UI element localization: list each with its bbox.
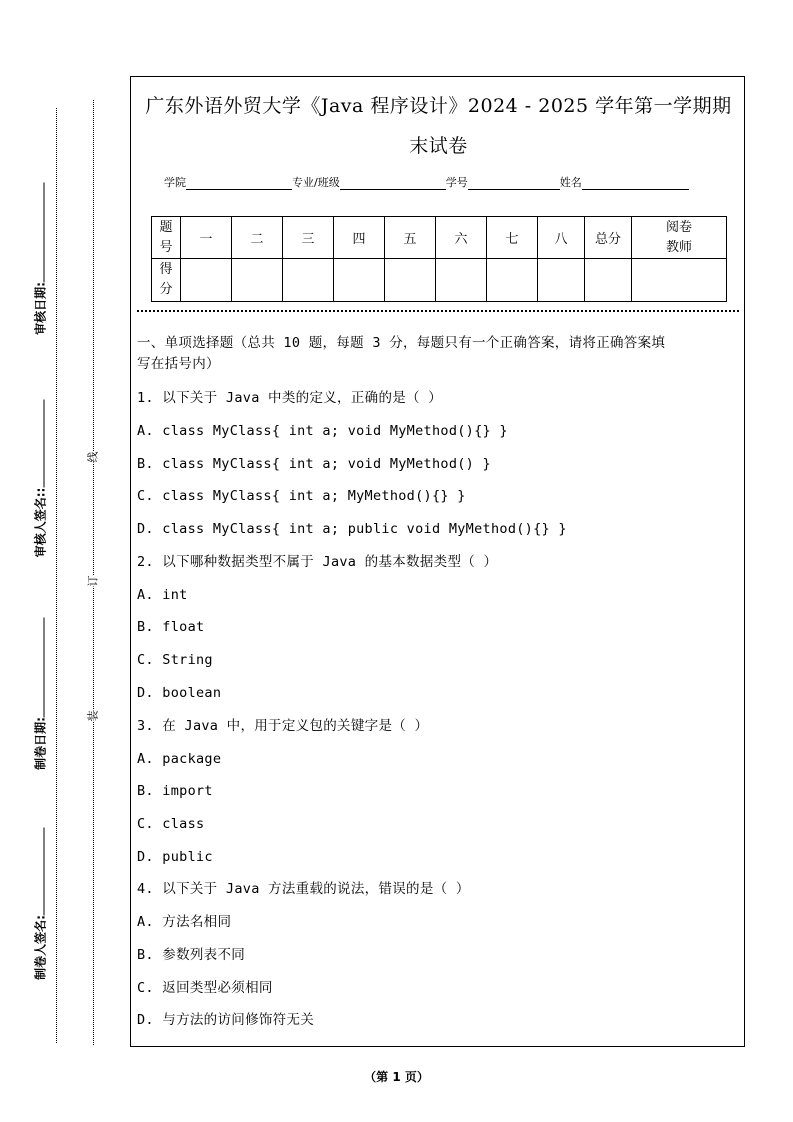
question-option: C. 返回类型必须相同 [137, 980, 273, 996]
col-header: 总分 [585, 217, 632, 259]
outer-dotted-line [56, 108, 57, 1043]
question-option: D. public [137, 849, 213, 865]
question-option: D. boolean [137, 685, 222, 701]
major-class-field[interactable] [340, 177, 446, 190]
section-divider [137, 310, 739, 312]
section-heading: 一、单项选择题（总共 10 题，每题 3 分，每题只有一个正确答案，请将正确答案填 写在括号内） [137, 335, 666, 372]
binding-char-line: 线 [86, 451, 100, 463]
score-cell[interactable] [181, 259, 232, 302]
col-header: 一 [181, 217, 232, 259]
question-number-header: 题 号 [152, 217, 181, 259]
college-field[interactable] [186, 177, 292, 190]
question-stem: 4. 以下关于 Java 方法重载的说法，错误的是（ ） [137, 881, 470, 897]
score-row-header: 得 分 [152, 259, 181, 302]
score-cell[interactable] [232, 259, 283, 302]
student-id-field[interactable] [468, 177, 560, 190]
question-stem: 1. 以下关于 Java 中类的定义，正确的是（ ） [137, 390, 443, 406]
review-date-label: 审核日期: [32, 179, 49, 339]
name-field[interactable] [582, 177, 689, 190]
question-option: C. class MyClass{ int a; MyMethod(){} } [137, 488, 466, 504]
question-option: B. 参数列表不同 [137, 947, 246, 963]
col-header: 六 [436, 217, 487, 259]
score-cell[interactable] [538, 259, 585, 302]
question-option: D. 与方法的访问修饰符无关 [137, 1012, 315, 1028]
preparer-signature-label: 制卷人签名: [32, 824, 49, 984]
exam-title-line2: 末试卷 [409, 135, 468, 157]
teacher-cell[interactable] [632, 259, 727, 302]
prepare-date-label: 制卷日期: [32, 614, 49, 774]
score-cell[interactable] [436, 259, 487, 302]
score-cell[interactable] [334, 259, 385, 302]
col-header: 五 [385, 217, 436, 259]
score-cell[interactable] [385, 259, 436, 302]
name-label: 姓名 [559, 176, 582, 189]
col-header: 四 [334, 217, 385, 259]
question-option: D. class MyClass{ int a; public void MyMethod(){} } [137, 521, 567, 537]
student-id-label: 学号 [445, 176, 468, 189]
question-option: A. class MyClass{ int a; void MyMethod(){} } [137, 423, 508, 439]
col-header: 二 [232, 217, 283, 259]
score-cell[interactable] [585, 259, 632, 302]
page-number: （第 1 页） [364, 1070, 429, 1084]
col-header: 三 [283, 217, 334, 259]
question-option: B. class MyClass{ int a; void MyMethod() } [137, 456, 491, 472]
college-label: 学院 [164, 176, 186, 189]
question-stem: 3. 在 Java 中，用于定义包的关键字是（ ） [137, 718, 429, 734]
major-class-label: 专业/班级 [292, 176, 340, 189]
score-cell[interactable] [487, 259, 538, 302]
question-option: B. float [137, 619, 205, 635]
question-option: B. import [137, 783, 213, 799]
question-option: C. String [137, 652, 213, 668]
question-option: A. package [137, 751, 222, 767]
binding-char-bind: 订 [86, 575, 100, 587]
inner-dotted-line [93, 100, 94, 1045]
reviewer-signature-label: 审核人签名:: [32, 399, 49, 559]
score-table [151, 216, 727, 302]
binding-char-fold: 装 [86, 710, 100, 722]
col-header: 七 [487, 217, 538, 259]
student-info-row [164, 174, 689, 190]
score-cell[interactable] [283, 259, 334, 302]
question-stem: 2. 以下哪种数据类型不属于 Java 的基本数据类型（ ） [137, 554, 498, 570]
question-option: A. 方法名相同 [137, 914, 232, 930]
exam-frame [130, 76, 745, 1047]
col-header: 八 [538, 217, 585, 259]
question-option: C. class [137, 816, 205, 832]
question-option: A. int [137, 587, 188, 603]
exam-title-line1: 广东外语外贸大学《Java 程序设计》2024 - 2025 学年第一学期期 [145, 95, 732, 117]
teacher-header: 阅卷 教师 [632, 217, 727, 259]
